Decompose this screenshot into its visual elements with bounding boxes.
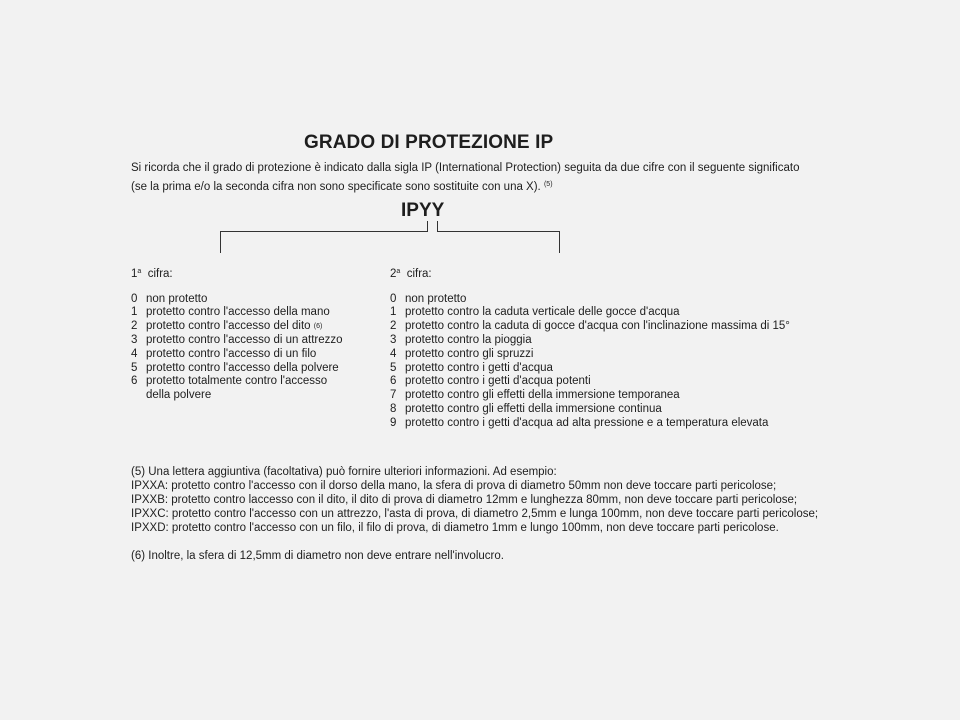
second-digit-label: 2$^a$ cifra: xyxy=(390,268,432,280)
intro-line-1: Si ricorda che il grado di protezione è indicato dalla sigla IP (International Protection) seguita da due cifre con il seguente significato xyxy=(131,162,800,174)
list-item: 6 protetto totalmente contro l'accesso xyxy=(131,375,328,388)
footnote-ref-5: (5) xyxy=(543,180,553,188)
second-digit-bracket xyxy=(438,221,560,253)
footnotes xyxy=(131,465,818,563)
footnote-5-line: IPXXC: protetto contro l'accesso con un attrezzo, l'asta di prova, di diametro 2,5mm e lunga 100mm, non deve toccare parti pericolose; xyxy=(131,508,819,520)
footnote-5-line: IPXXB: protetto contro laccesso con il dito, il dito di prova di diametro 12mm e lunghezza 80mm, non deve toccare parti pericolose; xyxy=(131,494,798,506)
list-item: 7 protetto contro gli effetti della immersione temporanea xyxy=(390,389,680,402)
intro-line-2-text: (se la prima e/o la seconda cifra non sono specificate sono sostituite con una X). xyxy=(131,180,541,193)
footnote-5-intro: (5) Una lettera aggiuntiva (facoltativa) può fornire ulteriori informazioni. Ad esempio: xyxy=(131,466,557,478)
second-digit-column xyxy=(390,265,790,431)
first-digit-column xyxy=(131,265,343,403)
ip-code-heading: IPYY xyxy=(401,200,445,221)
footnote-6: (6) Inoltre, la sfera di 12,5mm di diametro non deve entrare nell'involucro. xyxy=(131,550,504,562)
list-item: 3 protetto contro l'accesso di un attrezzo xyxy=(131,333,343,346)
list-item: 8 protetto contro gli effetti della immersione continua xyxy=(390,402,662,415)
footnote-ref-6: (6) xyxy=(313,323,323,331)
first-digit-bracket xyxy=(221,221,428,253)
footnote-5-line: IPXXA: protetto contro l'accesso con il dorso della mano, la sfera di prova di diametro 50mm non deve toccare parti pericolose; xyxy=(131,480,777,492)
list-item: 1 protetto contro la caduta verticale delle gocce d'acqua xyxy=(390,306,680,319)
list-item: 9 protetto contro i getti d'acqua ad alta pressione e a temperatura elevata xyxy=(390,416,769,429)
list-item: 6 protetto contro i getti d'acqua potenti xyxy=(390,375,591,388)
list-item: 1 protetto contro l'accesso della mano xyxy=(131,306,330,319)
footnote-5-line: IPXXD: protetto contro l'accesso con un filo, il filo di prova, di diametro 1mm e lungo 100mm, non deve toccare parti pericolose. xyxy=(131,522,779,534)
list-item: 2 protetto contro la caduta di gocce d'acqua con l'inclinazione massima di 15° xyxy=(390,320,790,333)
page-title: GRADO DI PROTEZIONE IP xyxy=(304,132,554,153)
list-item: 4 protetto contro l'accesso di un filo xyxy=(131,347,317,360)
list-item: 2 protetto contro l'accesso del dito (6) xyxy=(131,320,323,333)
list-item: 5 protetto contro l'accesso della polvere xyxy=(131,361,339,374)
list-item: 4 protetto contro gli spruzzi xyxy=(390,347,534,360)
list-item: 3 protetto contro la pioggia xyxy=(390,333,532,346)
list-item-continuation: della polvere xyxy=(146,389,212,402)
first-digit-label: 1$^a$ cifra: xyxy=(131,268,173,280)
list-item: 5 protetto contro i getti d'acqua xyxy=(390,361,553,374)
list-item: 0 non protetto xyxy=(131,292,208,305)
list-item: 0 non protetto xyxy=(390,292,467,305)
